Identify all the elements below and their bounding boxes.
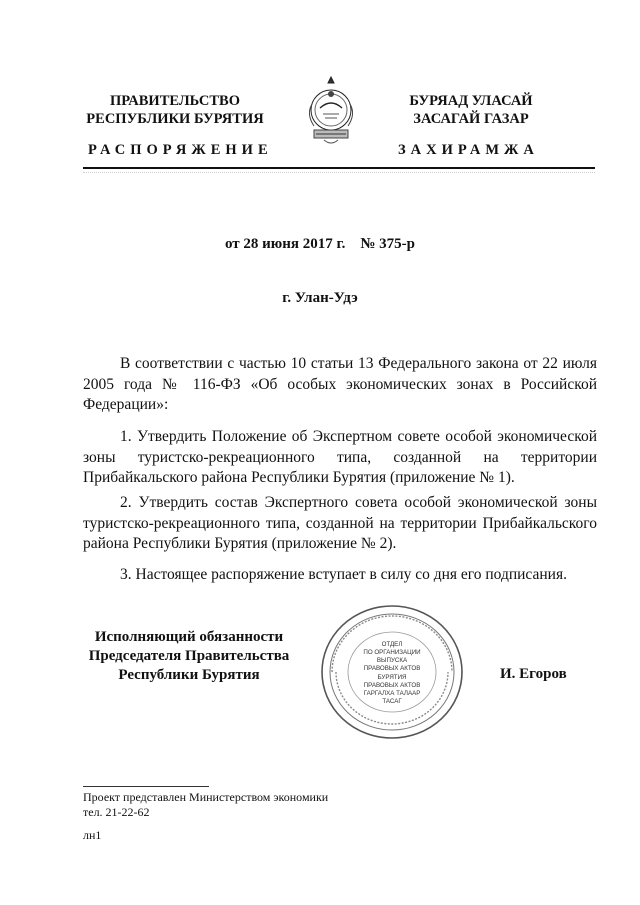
header-left-line2: РЕСПУБЛИКИ БУРЯТИЯ bbox=[86, 111, 264, 127]
header-left-line1: ПРАВИТЕЛЬСТВО bbox=[110, 93, 240, 109]
header-dotted-rule bbox=[83, 172, 595, 173]
city-name: г. Улан-Удэ bbox=[282, 290, 358, 306]
stamp-line-2: ПО ОРГАНИЗАЦИИ bbox=[363, 649, 421, 656]
stamp-line-7: ГАРГАЛХА ТАЛААР bbox=[363, 690, 421, 697]
stamp-line-5: БУРЯТИЯ bbox=[377, 674, 407, 681]
coat-of-arms-icon bbox=[300, 74, 362, 150]
stamp-line-3: ВЫПУСКА bbox=[376, 657, 408, 664]
footer-rule bbox=[83, 786, 209, 787]
official-stamp bbox=[318, 602, 466, 742]
header-left bbox=[60, 92, 290, 128]
preamble-paragraph: В соответствии с частью 10 статьи 13 Федерального закона от 22 июля 2005 года № 116-ФЗ «Об особых экономических зонах в Российской Федерации»: bbox=[83, 355, 597, 413]
stamp-line-1: ОТДЕЛ bbox=[381, 641, 403, 648]
doc-type-russian: РАСПОРЯЖЕНИЕ bbox=[88, 142, 273, 158]
header-right-line1: БУРЯАД УЛАСАЙ bbox=[409, 93, 533, 109]
stamp-line-6: ПРАВОВЫХ АКТОВ bbox=[363, 682, 421, 689]
item-2-paragraph: 2. Утвердить состав Экспертного совета особой экономической зоны туристско-рекреационного типа, созданной на территории Прибайкальского района Республики Бурятия (приложение № 2). bbox=[83, 494, 597, 552]
item-3-paragraph: 3. Настоящее распоряжение вступает в силу со дня его подписания. bbox=[120, 566, 567, 583]
signatory-title-line2: Председателя Правительства bbox=[88, 648, 290, 664]
date-and-number: от 28 июня 2017 г. № 375-р bbox=[224, 236, 416, 252]
header-right-line2: ЗАСАГАЙ ГАЗАР bbox=[413, 111, 529, 127]
footer-phone: тел. 21-22-62 bbox=[83, 805, 150, 819]
signatory-name: И. Егоров bbox=[500, 666, 567, 682]
stamp-line-8: ТАСАГ bbox=[382, 698, 402, 705]
signatory-title-line3: Республики Бурятия bbox=[118, 667, 260, 683]
item-1-paragraph: 1. Утвердить Положение об Экспертном совете особой экономической зоны туристско-рекреационного типа, созданной на территории Прибайкальского района Республики Бурятия (приложение № 1). bbox=[83, 428, 597, 486]
footer-prepared-by: Проект представлен Министерством экономики bbox=[83, 790, 329, 804]
doc-type-buryat: ЗАХИРАМЖА bbox=[398, 142, 539, 158]
stamp-line-4: ПРАВОВЫХ АКТОВ bbox=[363, 665, 421, 672]
signatory-title-line1: Исполняющий обязанности bbox=[94, 629, 284, 645]
footer-initials: лн1 bbox=[83, 828, 102, 842]
signatory-title bbox=[74, 628, 304, 685]
header-right bbox=[362, 92, 580, 128]
header-rule bbox=[83, 167, 595, 169]
